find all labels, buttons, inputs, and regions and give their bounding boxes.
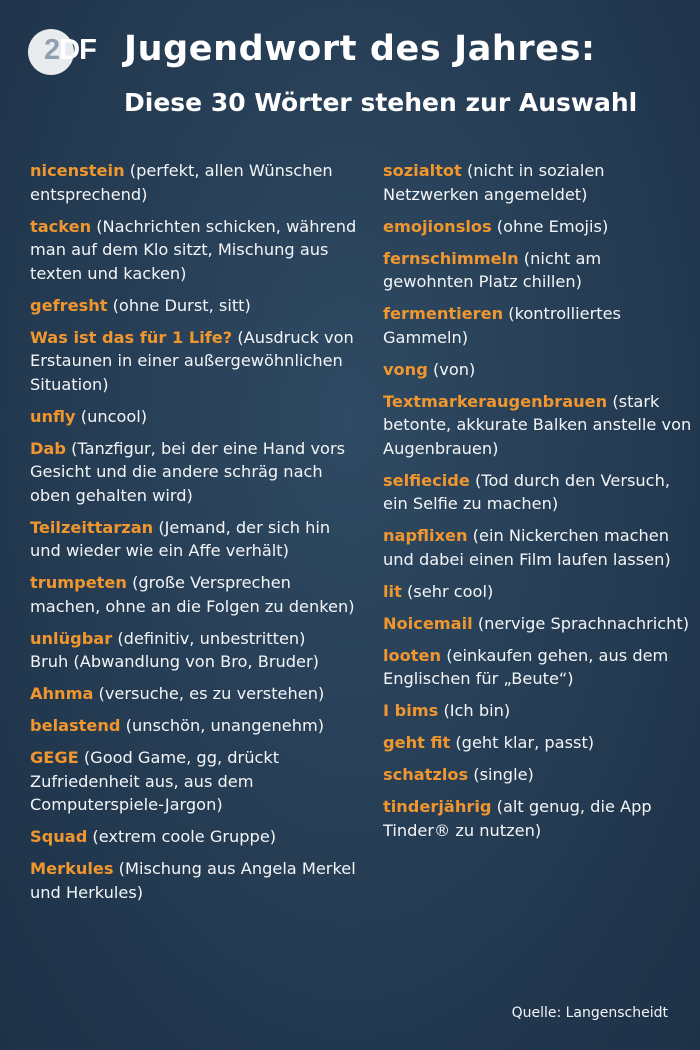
word-definition: (geht klar, passt) (450, 733, 595, 752)
word-entry (30, 571, 360, 618)
word-term: tacken (30, 216, 92, 236)
word-definition: (ohne Durst, sitt) (107, 295, 251, 315)
word-entry (30, 516, 360, 563)
word-entry (383, 524, 693, 571)
word-definition: (uncool) (75, 406, 148, 426)
word-term: Was ist das für 1 Life? (30, 327, 233, 347)
zdf-logo-df: DF (59, 34, 96, 66)
word-entry (30, 294, 360, 318)
word-term: Noicemail (383, 613, 473, 633)
word-term: I bims (383, 701, 439, 720)
word-term: Merkules (30, 859, 114, 878)
word-definition: (große Versprechen machen, ohne an die Folgen zu denken) (30, 573, 355, 616)
word-term: belastend (30, 716, 121, 735)
word-entry (30, 857, 360, 904)
word-term: unfly (30, 406, 76, 426)
word-term: fermentieren (383, 304, 504, 323)
source-credit: Quelle: Langenscheidt (511, 1005, 668, 1021)
word-definition: (extrem coole Gruppe) (87, 827, 277, 846)
word-definition: (Tanzfigur, bei der eine Hand vors Gesicht und die andere schräg nach oben gehalten wird) (30, 438, 346, 505)
word-term: vong (383, 359, 428, 379)
word-entry (383, 644, 693, 691)
word-term: Dab (30, 438, 66, 458)
word-entry (383, 302, 693, 349)
word-entry (30, 326, 360, 397)
word-term: schatzlos (383, 765, 469, 784)
word-definition: (nicht am gewohnten Platz chillen) (383, 248, 602, 291)
word-entry (383, 247, 693, 294)
word-entry (30, 682, 360, 706)
word-definition: (Mischung aus Angela Merkel und Herkules) (30, 859, 356, 902)
word-entry (383, 358, 693, 382)
word-term: sozialtot (383, 161, 462, 180)
word-entry (383, 731, 693, 755)
page-title: Jugendwort des Jahres: (124, 29, 596, 69)
word-entry (30, 215, 360, 286)
left-word-list (30, 159, 360, 913)
word-definition: (stark betonte, akkurate Balken anstelle von Augenbrauen) (383, 391, 692, 458)
word-entry (30, 746, 360, 817)
word-definition: (Tod durch den Versuch, ein Selfie zu machen) (383, 470, 670, 513)
word-entry (383, 469, 693, 516)
word-term: tinderjährig (383, 797, 492, 816)
word-entry (30, 714, 360, 738)
word-entry (30, 159, 360, 206)
word-definition: (alt genug, die App Tinder® zu nutzen) (383, 797, 652, 840)
word-definition: (nicht in sozialen Netzwerken angemeldet) (383, 161, 605, 204)
word-term: nicenstein (30, 161, 125, 180)
word-entry (383, 699, 693, 723)
word-entry (30, 437, 360, 508)
word-term: geht fit (383, 733, 451, 752)
word-definition: (nervige Sprachnachricht) (472, 613, 690, 633)
word-entry (30, 825, 360, 849)
word-entry (383, 580, 693, 604)
word-term: gefresht (30, 295, 108, 315)
word-entry (383, 763, 693, 787)
word-term: unlügbar (30, 628, 113, 648)
word-definition: (perfekt, allen Wünschen entsprechend) (30, 161, 333, 204)
word-term: Ahnma (30, 684, 94, 703)
word-definition: (single) (468, 765, 534, 784)
word-extra-line: Bruh (Abwandlung von Bro, Bruder) (30, 652, 319, 671)
word-definition: (kontrolliertes Gammeln) (383, 304, 621, 347)
word-definition: (von) (427, 359, 476, 379)
word-definition: (Nachrichten schicken, während man auf dem Klo sitzt, Mischung aus texten und kacken) (30, 216, 357, 283)
word-term: napflixen (383, 526, 468, 545)
word-term: Textmarkeraugenbrauen (383, 391, 608, 411)
word-definition: (Ich bin) (438, 701, 511, 720)
word-term: lit (383, 581, 402, 601)
word-entry (383, 795, 693, 842)
zdf-logo-z: 2 (44, 34, 60, 66)
word-entry (30, 627, 360, 674)
word-term: selfiecide (383, 470, 470, 490)
word-entry (383, 159, 693, 206)
word-definition: (einkaufen gehen, aus dem Englischen für „Beute“) (383, 645, 669, 688)
word-term: Squad (30, 827, 88, 846)
word-entry (383, 215, 693, 239)
word-entry (30, 405, 360, 429)
word-definition: (versuche, es zu verstehen) (93, 684, 325, 703)
zdf-logo-text (44, 34, 96, 67)
word-definition: (Ausdruck von Erstaunen in einer außergewöhnlichen Situation) (30, 327, 354, 394)
right-word-list (383, 159, 693, 851)
word-term: looten (383, 645, 442, 665)
word-definition: (Good Game, gg, drückt Zufriedenheit aus, aus dem Computerspiele-Jargon) (30, 748, 280, 814)
word-term: GEGE (30, 748, 79, 767)
word-entry (383, 390, 693, 461)
word-definition: (unschön, unangenehm) (120, 716, 325, 735)
word-definition: (definitiv, unbestritten) (112, 628, 306, 648)
zdf-logo (28, 29, 106, 75)
word-term: trumpeten (30, 573, 127, 592)
word-term: Teilzeittarzan (30, 517, 154, 537)
word-definition: (sehr cool) (401, 581, 494, 601)
word-definition: (ohne Emojis) (491, 216, 609, 236)
page-subtitle: Diese 30 Wörter stehen zur Auswahl (124, 88, 638, 117)
word-entry (383, 612, 693, 636)
word-term: fernschimmeln (383, 248, 519, 268)
word-term: emojionslos (383, 216, 492, 236)
word-definition: (Jemand, der sich hin und wieder wie ein Affe verhält) (30, 517, 331, 560)
word-definition: (ein Nickerchen machen und dabei einen Film laufen lassen) (383, 526, 671, 569)
